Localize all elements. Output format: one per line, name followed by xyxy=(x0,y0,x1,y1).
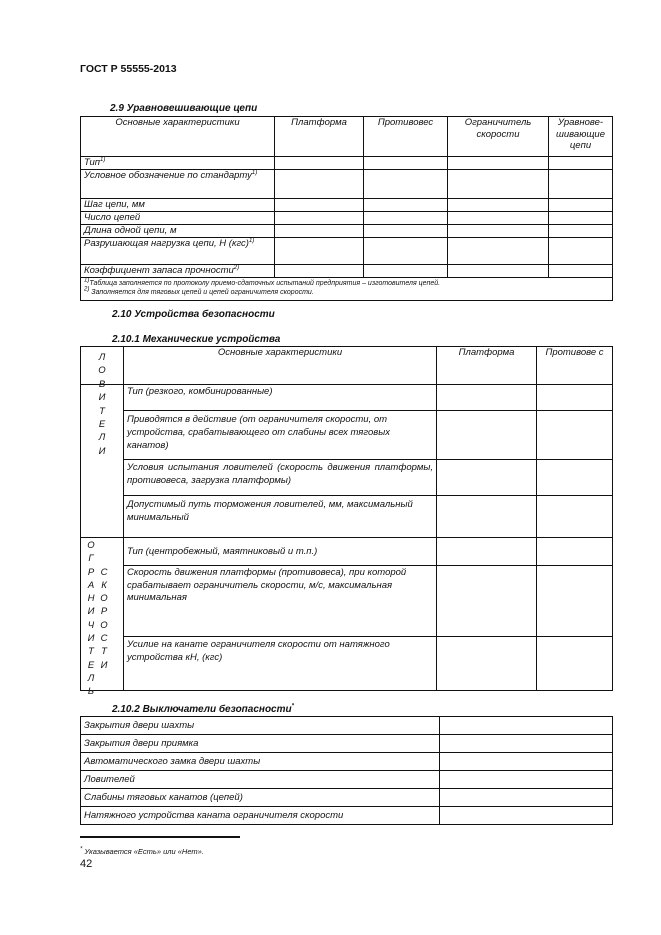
table-row xyxy=(81,789,613,807)
table-row xyxy=(81,807,613,825)
row-label: Скорость движения платформы (противовеса), при которой срабатывает ограничитель скорости, м/с, максимальная минимальная xyxy=(124,566,437,637)
page-number: 42 xyxy=(80,858,93,870)
row-label: Длина одной цепи, м xyxy=(84,225,177,236)
table-row xyxy=(81,735,613,753)
row-label: Ловителей xyxy=(81,771,440,789)
note-2: Заполняется для тяговых цепей и цепей ограничителя скорости. xyxy=(91,289,314,296)
row-label: Приводятся в действие (от ограничителя скорости, от устройства, срабатывающего от слабины всех тяговых канатов) xyxy=(124,411,437,460)
row-label: Коэффициент запаса прочности xyxy=(84,265,234,276)
col-header-platform: Платформа xyxy=(275,117,364,157)
table-row xyxy=(81,538,613,566)
row-label: Натяжного устройства каната ограничителя скорости xyxy=(81,807,440,825)
table-row xyxy=(81,496,613,538)
footnote: * Указывается «Есть» или «Нет». xyxy=(80,846,204,856)
row-label: Слабины тяговых канатов (цепей) xyxy=(81,789,440,807)
row-label: Число цепей xyxy=(84,212,141,223)
section-2-10-title: 2.10 Устройства безопасности xyxy=(112,309,275,320)
table-row xyxy=(81,771,613,789)
row-label: Закрытия двери шахты xyxy=(81,717,440,735)
section-2-9-title: 2.9 Уравновешивающие цепи xyxy=(110,103,258,114)
table-row xyxy=(81,753,613,771)
safety-switches-table xyxy=(80,716,613,825)
document-id: ГОСТ Р 55555-2013 xyxy=(80,63,177,75)
table-row xyxy=(81,637,613,691)
row-label: Тип xyxy=(84,157,100,168)
row-label: Закрытия двери приямка xyxy=(81,735,440,753)
row-label: Условное обозначение по стандарту xyxy=(84,170,252,181)
table-notes: $^{1)}$Таблица заполняется по протоколу приемо-сдаточных испытаний предприятия – изготовителя цепей. $^{2)}$ Заполняется для тяговых цепей и цепей ограничителя скорости. xyxy=(81,278,613,301)
col-header-counterweight: Противовес xyxy=(364,117,448,157)
row-label: Усилие на канате ограничителя скорости от натяжного устройства кН, (кгс) xyxy=(124,637,437,691)
table-row xyxy=(81,385,613,411)
row-label: Тип (центробежный, маятниковый и т.п.) xyxy=(124,538,437,566)
section-2-10-2-title: 2.10.2 Выключатели безопасности* xyxy=(112,703,294,715)
catchers-vertical-label: Л О В И Т Е Л И xyxy=(81,385,124,538)
col-header-characteristics: Основные характеристики xyxy=(81,117,275,157)
table-row xyxy=(81,212,613,225)
chains-table xyxy=(80,116,613,301)
col-header-platform: Платформа xyxy=(437,347,537,385)
footnote-divider xyxy=(80,836,240,838)
row-label: Автоматического замка двери шахты xyxy=(81,753,440,771)
table-row xyxy=(81,566,613,637)
table-row xyxy=(81,225,613,238)
table-row: Коэффициент запаса прочности$^{2)}$ xyxy=(81,265,613,278)
table-row xyxy=(81,199,613,212)
col-header-speed-limiter: Ограничитель скорости xyxy=(448,117,549,157)
col-header-counterweight: Противове с xyxy=(537,347,613,385)
table-row xyxy=(81,411,613,460)
table-row xyxy=(81,717,613,735)
speed-limiter-vertical-label: О Г Р А Н И Ч И Т Е Л Ь С К О Р О С Т И xyxy=(81,538,124,691)
table-row: Разрушающая нагрузка цепи, Н (кгс)$^{1)}$ xyxy=(81,238,613,265)
table-row: Тип$^{1)}$ xyxy=(81,157,613,170)
row-label: Допустимый путь торможения ловителей, мм, максимальный минимальный xyxy=(124,496,437,538)
note-1: Таблица заполняется по протоколу приемо-сдаточных испытаний предприятия – изготовителя цепей. xyxy=(89,280,441,287)
col-header-characteristics: Основные характеристики xyxy=(124,347,437,385)
row-label: Условия испытания ловителей (скорость движения платформы, противовеса, загрузка платформы) xyxy=(124,460,437,496)
row-label: Шаг цепи, мм xyxy=(84,199,145,210)
col-header-balance-chains: Уравнове-шивающие цепи xyxy=(549,117,613,157)
row-label: Разрушающая нагрузка цепи, Н (кгс) xyxy=(84,238,249,249)
section-2-10-1-title: 2.10.1 Механические устройства xyxy=(112,334,281,345)
mechanical-devices-table xyxy=(80,346,613,698)
table-row: Условное обозначение по стандарту$^{1)}$ xyxy=(81,170,613,199)
row-label: Тип (резкого, комбинированные) xyxy=(124,385,437,411)
table-row xyxy=(81,460,613,496)
